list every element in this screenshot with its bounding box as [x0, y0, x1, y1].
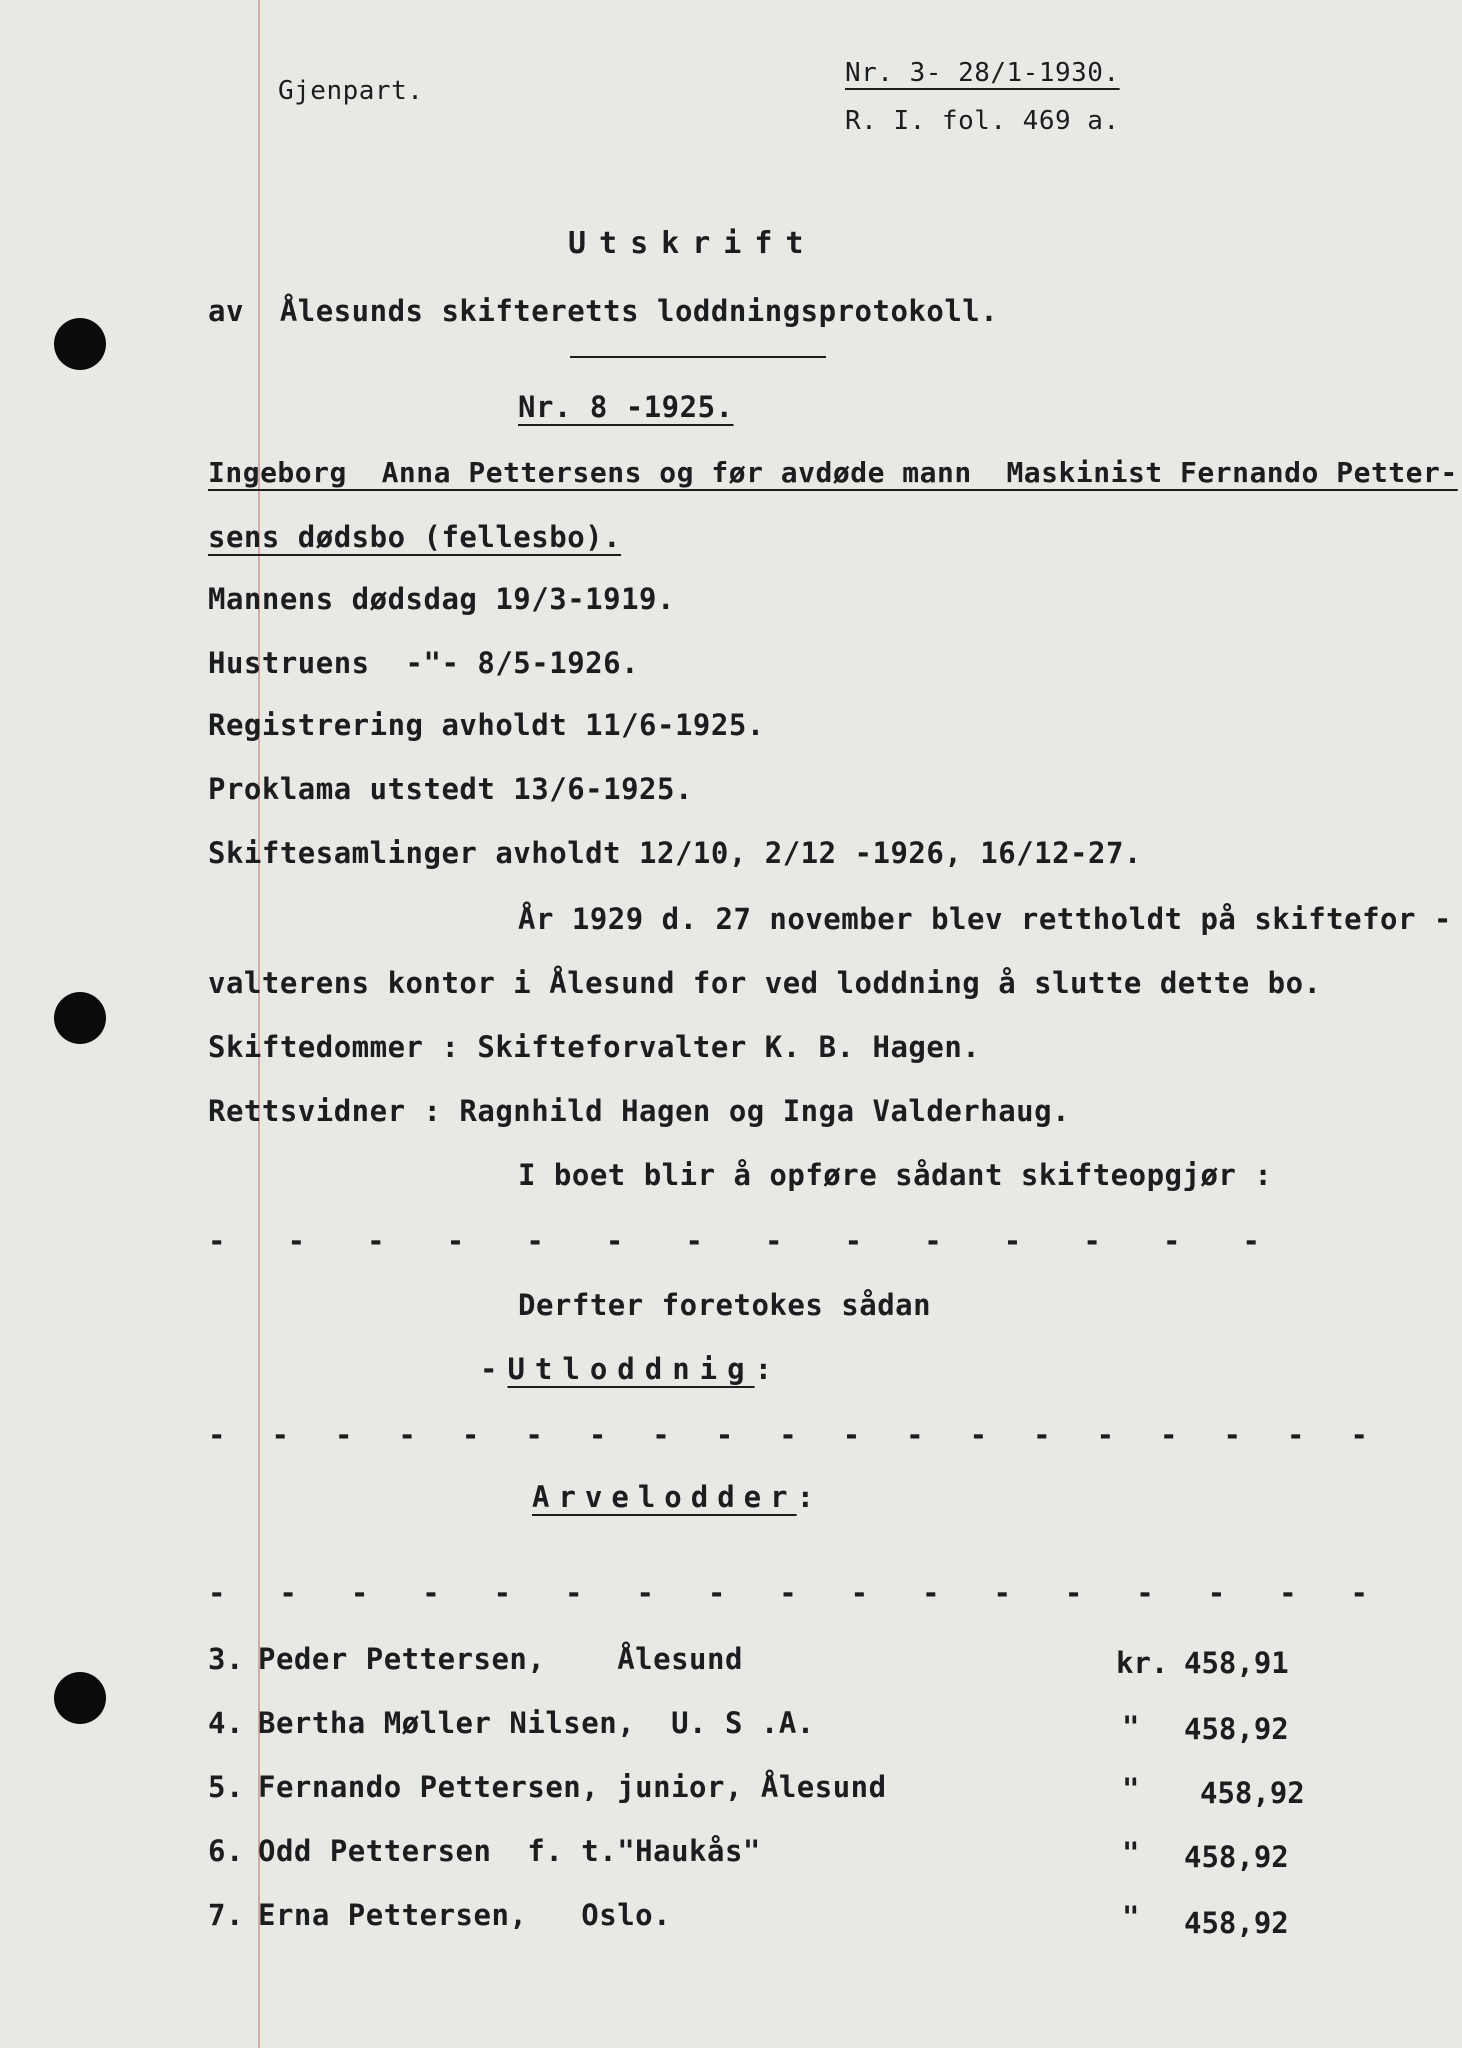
dash: - — [1033, 1418, 1051, 1452]
dash: - — [1223, 1418, 1241, 1452]
dash: - — [636, 1576, 654, 1610]
dash: - — [969, 1418, 988, 1452]
dash: - — [1242, 1224, 1260, 1258]
dash: - — [924, 1224, 942, 1258]
dash: - — [461, 1418, 480, 1452]
document-subtitle: av Ålesunds skifteretts loddningsprotokoll. — [208, 294, 999, 328]
dash: - — [1350, 1418, 1368, 1452]
heir-amount: 458,92 — [1184, 1906, 1289, 1940]
estate-line-2: sens dødsbo (fellesbo). — [208, 520, 622, 554]
reference-number: Nr. 3- 28/1-1930. — [845, 58, 1120, 88]
fact-proclamation: Proklama utstedt 13/6-1925. — [208, 772, 693, 806]
dash: - — [652, 1418, 670, 1452]
dash: - — [1064, 1576, 1083, 1610]
punch-hole — [54, 992, 106, 1044]
distribution-word: Utloddnig — [507, 1352, 755, 1386]
heir-amount: 458,92 — [1184, 1712, 1289, 1746]
dash: - — [1083, 1224, 1101, 1258]
dash: - — [279, 1576, 297, 1610]
body-line-2: valterens kontor i Ålesund for ved loddning å slutte dette bo. — [208, 966, 1322, 1000]
estate-line-1: Ingeborg Anna Pettersens og før avdøde mann Maskinist Fernando Petter- — [208, 456, 1458, 489]
gjenpart-label: Gjenpart. — [278, 76, 424, 106]
heir-amount-prefix: " — [1122, 1772, 1140, 1806]
dash: - — [842, 1418, 861, 1452]
dash: - — [779, 1576, 797, 1610]
dash-separator — [208, 1576, 1368, 1610]
heading-prefix: - — [480, 1352, 508, 1386]
heirs-word: Arvelodder — [532, 1480, 797, 1514]
dash: - — [844, 1224, 863, 1258]
heir-number: 5. — [208, 1770, 244, 1804]
dash: - — [398, 1418, 416, 1452]
heir-number: 4. — [208, 1706, 244, 1740]
dash: - — [588, 1418, 607, 1452]
heir-amount: 458,92 — [1200, 1776, 1305, 1810]
dash: - — [1162, 1224, 1181, 1258]
dash: - — [922, 1576, 940, 1610]
heir-name: Erna Pettersen, Oslo. — [258, 1898, 672, 1932]
dash: - — [850, 1576, 869, 1610]
dash-separator — [208, 1224, 1260, 1258]
dash: - — [208, 1224, 226, 1258]
dash: - — [707, 1576, 726, 1610]
dash: - — [1279, 1576, 1297, 1610]
body-line-1: År 1929 d. 27 november blev rettholdt på skiftefor - — [518, 902, 1452, 936]
reference-folio: R. I. fol. 469 a. — [845, 106, 1120, 136]
heir-amount-prefix: kr. — [1116, 1646, 1169, 1680]
title-rule — [570, 356, 826, 358]
distribution-heading — [480, 1352, 782, 1386]
heir-name: Bertha Møller Nilsen, U. S .A. — [258, 1706, 815, 1740]
dash: - — [1096, 1418, 1115, 1452]
dash: - — [287, 1224, 306, 1258]
dash: - — [422, 1576, 440, 1610]
heir-number: 3. — [208, 1642, 244, 1676]
dash: - — [1207, 1576, 1226, 1610]
then-line: Derfter foretokes sådan — [518, 1288, 932, 1322]
dash: - — [525, 1418, 543, 1452]
dash: - — [1286, 1418, 1305, 1452]
heir-number: 7. — [208, 1898, 244, 1932]
punch-hole — [54, 318, 106, 370]
dash: - — [779, 1418, 797, 1452]
document-title: Utskrift — [568, 226, 817, 261]
dash: - — [367, 1224, 385, 1258]
dash: - — [1350, 1576, 1368, 1610]
heir-amount: 458,92 — [1184, 1840, 1289, 1874]
fact-meetings: Skiftesamlinger avholdt 12/10, 2/12 -1926, 16/12-27. — [208, 836, 1142, 870]
heir-name: Odd Pettersen f. t."Haukås" — [258, 1834, 761, 1868]
dash: - — [208, 1418, 226, 1452]
dash: - — [685, 1224, 703, 1258]
heir-amount-prefix: " — [1122, 1710, 1140, 1744]
heirs-heading — [532, 1480, 823, 1514]
dash: - — [271, 1418, 289, 1452]
court-witnesses: Rettsvidner : Ragnhild Hagen og Inga Valderhaug. — [208, 1094, 1071, 1128]
dash-separator — [208, 1418, 1368, 1452]
dash: - — [350, 1576, 369, 1610]
heading-suffix: : — [754, 1352, 783, 1386]
dash: - — [526, 1224, 544, 1258]
dash: - — [993, 1576, 1011, 1610]
dash: - — [765, 1224, 783, 1258]
heir-amount-prefix: " — [1122, 1836, 1140, 1870]
dash: - — [1136, 1576, 1154, 1610]
fact-wife-death: Hustruens -"- 8/5-1926. — [208, 646, 640, 680]
dash: - — [565, 1576, 583, 1610]
fact-registration: Registrering avholdt 11/6-1925. — [208, 708, 765, 742]
heir-name: Fernando Pettersen, junior, Ålesund — [258, 1770, 887, 1804]
dash: - — [493, 1576, 512, 1610]
dash: - — [446, 1224, 465, 1258]
heir-amount: 458,91 — [1184, 1646, 1289, 1680]
dash: - — [906, 1418, 924, 1452]
dash: - — [1160, 1418, 1178, 1452]
dash: - — [715, 1418, 734, 1452]
dash: - — [208, 1576, 226, 1610]
heading-suffix: : — [796, 1480, 824, 1514]
heir-number: 6. — [208, 1834, 244, 1868]
dash: - — [334, 1418, 353, 1452]
heir-amount-prefix: " — [1122, 1900, 1140, 1934]
dash: - — [1003, 1224, 1022, 1258]
heir-name: Peder Pettersen, Ålesund — [258, 1642, 743, 1676]
fact-husband-death: Mannens dødsdag 19/3-1919. — [208, 582, 675, 616]
punch-hole — [54, 1672, 106, 1724]
probate-judge: Skiftedommer : Skifteforvalter K. B. Hagen. — [208, 1030, 981, 1064]
settlement-line: I boet blir å opføre sådant skifteopgjør : — [518, 1158, 1273, 1192]
case-number: Nr. 8 -1925. — [518, 390, 734, 424]
dash: - — [605, 1224, 624, 1258]
